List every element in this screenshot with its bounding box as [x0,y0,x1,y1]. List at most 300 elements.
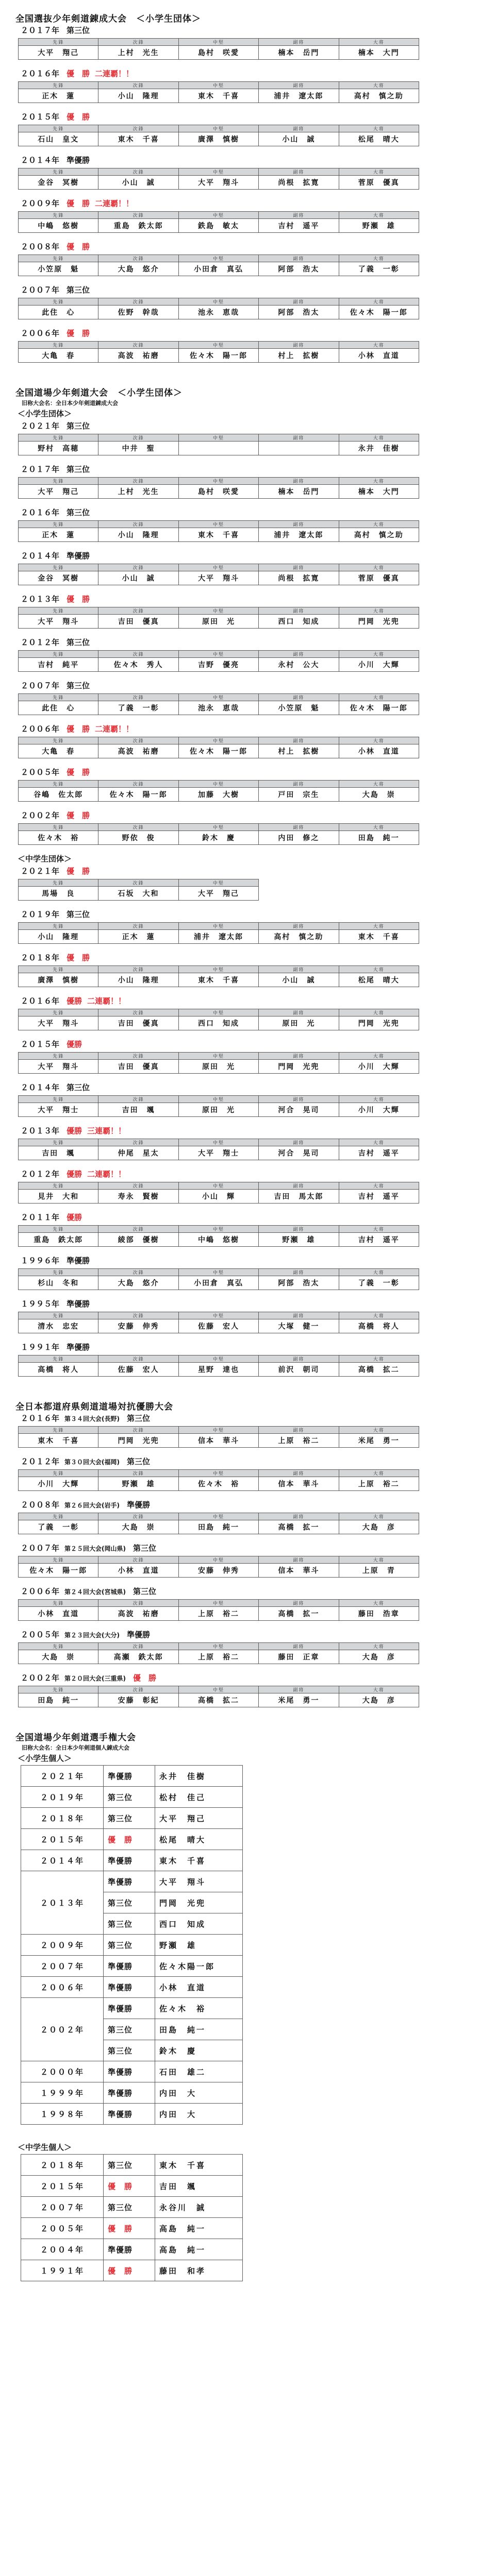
member-name: 高村 慎之助 [339,528,419,542]
result-rank: 第三位 [127,1414,151,1423]
member-name: 原田 光 [178,615,258,629]
team-roster-table [18,1599,419,1621]
member-name: 信本 華斗 [259,1564,339,1578]
player-name: 東木 千喜 [155,2155,243,2176]
member-name: 廣澤 慎樹 [178,132,258,146]
result-note: 二連覇！！ [95,69,134,78]
team-roster-table [18,737,419,758]
member-name: 吉村 遥平 [339,1233,419,1247]
member-name: 河合 晃司 [259,1103,339,1117]
result-year: ２０１６年 [21,69,60,78]
member-name: 原田 光 [178,1060,258,1074]
member-name: 清水 忠宏 [19,1319,98,1333]
result-rank: 優 勝 [67,112,90,122]
result-line [21,1413,150,1423]
team-roster-table [18,650,419,672]
position-header: 先鋒 [19,39,98,46]
position-header: 次鋒 [98,1686,178,1693]
team-roster-table [18,780,419,802]
result-year: １９９８年 [21,2104,104,2125]
position-header: 副将 [259,39,339,46]
result-line [21,810,90,821]
member-name: 野依 俊 [98,831,178,845]
member-name: 門岡 光兜 [98,1434,178,1448]
result-rank: 準優勝 [67,1343,90,1352]
position-header: 副将 [259,1053,339,1060]
result-line [21,1039,82,1049]
result-note: 二連覇！！ [87,1170,126,1179]
result-rank: 準優勝 [104,1956,155,1977]
member-name: 楠本 岳門 [259,46,339,60]
team-roster-table [18,1095,419,1117]
former-name-note: 旧称大会名：全日本少年剣道錬成大会 [22,400,118,406]
position-header: 先鋒 [19,1600,98,1607]
position-header: 副将 [259,82,339,89]
member-name: 小田倉 真弘 [178,1276,258,1290]
result-year: １９９６年 [21,1256,60,1265]
result-rank: 第三位 [104,2040,155,2061]
result-year: ２０１４年 [21,1850,104,1871]
result-rank: 第三位 [104,2019,155,2040]
member-name: 大亀 春 [19,744,98,758]
member-name: 大島 彦 [339,1693,419,1707]
member-name: 安藤 彰紀 [98,1693,178,1707]
member-name: 小田倉 真弘 [178,262,258,276]
member-name: 上原 裕二 [339,1477,419,1491]
member-name: 小山 隆理 [98,528,178,542]
position-header: 大将 [339,82,419,89]
position-header: 中堅 [178,564,258,571]
team-roster-table [18,1139,419,1160]
position-header: 副将 [259,1009,339,1016]
individual-row [21,2061,243,2082]
member-name: 菅原 優真 [339,176,419,190]
position-header: 次鋒 [98,694,178,701]
event-name: 第３４回大会(長野) [64,1415,120,1422]
team-roster-table [18,965,419,987]
member-name: 村上 拡樹 [259,744,339,758]
position-header: 次鋒 [98,564,178,571]
position-header: 大将 [339,923,419,930]
position-header: 先鋒 [19,212,98,219]
result-rank: 優勝 [67,996,82,1006]
result-line [21,1629,150,1640]
result-year: ２００９年 [21,1935,104,1956]
result-line [21,952,90,963]
member-name: 田島 純一 [178,1520,258,1534]
position-header: 副将 [259,607,339,615]
member-name: 小川 大輝 [19,1477,98,1491]
member-name: 大平 翔斗 [19,615,98,629]
result-year: ２０１７年 [21,465,60,474]
event-name: 第２３回大会(大分) [64,1632,120,1639]
member-name: 西口 知成 [259,615,339,629]
member-name: 大平 翔己 [19,46,98,60]
result-line [21,1298,90,1309]
result-year: ２００６年 [21,329,60,338]
division-label: ＜小学生団体＞ [18,409,72,418]
position-header: 先鋒 [19,824,98,831]
team-roster-table [18,1469,419,1491]
position-header: 先鋒 [19,1686,98,1693]
position-header: 次鋒 [98,966,178,973]
position-header: 大将 [339,1600,419,1607]
result-year: ２０１４年 [21,551,60,561]
result-rank: 優 勝 [67,329,90,338]
result-rank: 準優勝 [104,1766,155,1787]
result-year: ２００６年 [21,724,60,734]
member-name: 中井 聖 [98,442,178,455]
member-name: 大島 彦 [339,1650,419,1664]
division-label: ＜中学生個人＞ [18,2143,72,2152]
member-name: 尚根 拡寛 [259,571,339,585]
individual-row [21,1998,243,2019]
position-header: 次鋒 [98,255,178,262]
result-rank: 第三位 [133,1544,157,1553]
position-header: 先鋒 [19,651,98,658]
position-header: 大将 [339,1686,419,1693]
position-header: 中堅 [178,966,258,973]
position-header: 次鋒 [98,1556,178,1564]
member-name: 吉村 遥平 [339,1146,419,1160]
member-name: 加藤 大樹 [178,788,258,802]
member-name: 吉田 馬太郎 [259,1190,339,1204]
player-name: 田島 純一 [155,2019,243,2040]
individual-row [21,1956,243,1977]
result-line [21,198,134,209]
position-header: 中堅 [178,1096,258,1103]
position-header: 先鋒 [19,694,98,701]
member-name: 見井 大和 [19,1190,98,1204]
individual-row [21,1787,243,1808]
team-roster-table [18,38,419,60]
position-header: 大将 [339,1139,419,1146]
result-rank: 第三位 [67,910,90,919]
individual-row [21,2176,243,2197]
former-name-note: 旧称大会名：全日本少年剣道個人錬成大会 [22,1744,129,1751]
member-name: 阿部 浩太 [259,262,339,276]
individual-row [21,2239,243,2260]
member-name: 小山 誠 [98,571,178,585]
position-header: 大将 [339,564,419,571]
position-header: 先鋒 [19,1556,98,1564]
position-header: 次鋒 [98,298,178,306]
member-name: 綾部 優樹 [98,1233,178,1247]
result-rank: 優 勝 [104,1829,155,1850]
result-rank: 第三位 [104,1892,155,1913]
result-rank: 第三位 [133,1587,157,1596]
position-header: 先鋒 [19,1053,98,1060]
result-line [21,909,90,920]
member-name: 信本 華斗 [178,1434,258,1448]
team-roster-table [18,298,419,319]
position-header: 中堅 [178,39,258,46]
result-year: ２０１４年 [21,156,60,165]
result-year: ２０１９年 [21,910,60,919]
member-name: 河合 晃司 [259,1146,339,1160]
position-header: 中堅 [178,1686,258,1693]
member-name: 鈴木 慶 [178,831,258,845]
team-roster-table [18,211,419,233]
member-name: 高橋 将人 [339,1319,419,1333]
result-year: ２００６年 [21,1977,104,1998]
position-header: 中堅 [178,298,258,306]
position-header: 副将 [259,1355,339,1363]
member-name: 田島 純一 [339,831,419,845]
member-name: 大島 崇 [339,788,419,802]
member-name: 小山 誠 [259,973,339,987]
team-roster-table [18,564,419,585]
position-header: 先鋒 [19,342,98,349]
position-header: 副将 [259,168,339,176]
result-line [21,111,90,122]
member-name: 小林 直道 [19,1607,98,1621]
position-header: 中堅 [178,1009,258,1016]
position-header: 次鋒 [98,521,178,528]
member-name: 浦井 遼太郎 [178,930,258,944]
position-header: 副将 [259,1139,339,1146]
result-year: ２０１８年 [21,1808,104,1829]
position-header: 中堅 [178,737,258,744]
position-header: 次鋒 [98,923,178,930]
position-header: 先鋒 [19,966,98,973]
position-header: 中堅 [178,1355,258,1363]
player-name: 高島 純一 [155,2239,243,2260]
position-header: 中堅 [178,651,258,658]
position-header: 副将 [259,478,339,485]
position-header: 大将 [339,212,419,219]
result-year: ２００８年 [21,1500,60,1510]
member-name: 池永 恵哉 [178,701,258,715]
member-name: 小林 直道 [339,349,419,363]
member-name: 谷嶋 佐太郎 [19,788,98,802]
team-roster-table [18,1052,419,1074]
result-line [21,420,90,431]
position-header: 次鋒 [98,1600,178,1607]
result-rank: 準優勝 [104,2239,155,2260]
position-header: 中堅 [178,1053,258,1060]
position-header: 次鋒 [98,1096,178,1103]
position-header: 副将 [259,1096,339,1103]
member-name: 小山 隆理 [19,930,98,944]
position-header: 大将 [339,521,419,528]
member-name: 小笠原 魁 [19,262,98,276]
position-header: 先鋒 [19,168,98,176]
result-rank: 第三位 [67,285,90,295]
member-name: 菅原 優真 [339,571,419,585]
result-rank: 第三位 [67,465,90,474]
member-name: 松尾 晴大 [339,973,419,987]
team-roster-table [18,1513,419,1534]
member-name: 大平 翔斗 [178,176,258,190]
individual-row [21,1808,243,1829]
position-header: 大将 [339,255,419,262]
result-year: ２０２１年 [21,1766,104,1787]
member-name: 小川 大輝 [339,1060,419,1074]
result-rank: 第三位 [104,2155,155,2176]
player-name: 野瀬 雄 [155,1935,243,1956]
member-name: 中嶋 悠樹 [19,219,98,233]
result-year: １９９１年 [21,2260,104,2281]
member-name: 東木 千喜 [178,973,258,987]
result-rank: 準優勝 [104,2061,155,2082]
player-name: 永谷川 誠 [155,2197,243,2218]
member-name: 大平 翔己 [178,887,258,901]
result-rank: 第三位 [67,508,90,517]
member-name: 大平 翔斗 [19,1060,98,1074]
position-header: 副将 [259,651,339,658]
position-header: 副将 [259,212,339,219]
event-name: 第３０回大会(福岡) [64,1459,120,1466]
result-rank: 第三位 [104,1808,155,1829]
position-header: 先鋒 [19,82,98,89]
member-name: 野瀬 雄 [98,1477,178,1491]
result-year: ２０１８年 [21,2155,104,2176]
member-name: 中嶋 悠樹 [178,1233,258,1247]
individual-row [21,1850,243,1871]
result-rank: 第三位 [67,421,90,431]
position-header: 先鋒 [19,1355,98,1363]
member-name: 高橋 拡二 [339,1363,419,1377]
result-line [21,1255,90,1266]
position-header: 副将 [259,923,339,930]
position-header: 大将 [339,298,419,306]
member-name: 阿部 浩太 [259,1276,339,1290]
result-rank: 第三位 [67,26,90,35]
position-header: 次鋒 [98,651,178,658]
result-rank: 準優勝 [104,1850,155,1871]
member-name: 高橋 将人 [19,1363,98,1377]
result-line [21,1125,126,1136]
member-name: 石坂 大和 [98,887,178,901]
player-name: 大平 翔己 [155,1808,243,1829]
result-line [21,1672,156,1683]
position-header: 中堅 [178,879,258,887]
individual-row [21,1935,243,1956]
position-header: 先鋒 [19,125,98,132]
member-name: 東木 千喜 [98,132,178,146]
result-note: 二連覇！！ [95,199,134,208]
member-name: 佐々木 陽一郎 [178,349,258,363]
team-roster-table [18,1426,419,1448]
member-name: 浦井 遼太郎 [259,89,339,103]
result-year: ２０１６年 [21,996,60,1006]
member-name: 小林 直道 [339,744,419,758]
result-year: ２０２１年 [21,421,60,431]
player-name: 小林 直道 [155,1977,243,1998]
member-name: 重島 鉄太郎 [98,219,178,233]
result-rank: 第三位 [104,2197,155,2218]
player-name: 内田 大 [155,2104,243,2125]
position-header: 次鋒 [98,125,178,132]
result-rank: 第三位 [67,638,90,647]
member-name: 上原 裕二 [178,1650,258,1664]
position-header: 次鋒 [98,212,178,219]
position-header: 中堅 [178,168,258,176]
member-name: 大平 翔斗 [19,1016,98,1030]
member-name: 島村 咲愛 [178,46,258,60]
position-header: 中堅 [178,1600,258,1607]
position-header: 中堅 [178,1513,258,1520]
member-name: 小川 大輝 [339,658,419,672]
team-roster-table [18,879,259,901]
member-name: 島村 咲愛 [178,485,258,499]
member-name: 尚根 拡寛 [259,176,339,190]
position-header: 大将 [339,1053,419,1060]
position-header: 次鋒 [98,39,178,46]
position-header: 副将 [259,125,339,132]
result-line [21,1342,90,1352]
result-year: ２００５年 [21,768,60,777]
member-name [178,442,258,455]
member-name: 戸田 宗生 [259,788,339,802]
member-name: 佐々木 陽一郎 [339,306,419,319]
player-name: 吉田 颯 [155,2176,243,2197]
result-year: ２０１１年 [21,1213,60,1222]
member-name: 楠本 岳門 [259,485,339,499]
player-name: 大平 翔斗 [155,1871,243,1892]
member-name: 米尾 勇一 [339,1434,419,1448]
position-header: 大将 [339,781,419,788]
position-header: 副将 [259,298,339,306]
member-name: 石山 皇文 [19,132,98,146]
position-header: 中堅 [178,1470,258,1477]
position-header: 副将 [259,781,339,788]
position-header: 大将 [339,1355,419,1363]
member-name: 正木 蓮 [19,89,98,103]
result-line [21,1082,90,1093]
result-line [21,723,134,734]
member-name: 吉田 優真 [98,1060,178,1074]
event-name: 第２０回大会(三重県) [64,1675,126,1682]
result-line [21,155,90,165]
player-name: 西口 知成 [155,1913,243,1935]
result-line [21,1456,150,1467]
division-label: ＜小学生個人＞ [18,1754,72,1763]
result-rank: 優 勝 [104,2218,155,2239]
result-rank: 第三位 [127,1457,151,1466]
result-rank: 準優勝 [67,551,90,561]
member-name: 了義 一彰 [19,1520,98,1534]
member-name: 村上 拡樹 [259,349,339,363]
member-name: 内田 修之 [259,831,339,845]
member-name: 小山 隆理 [98,89,178,103]
member-name: 阿部 浩太 [259,306,339,319]
result-line [21,637,90,648]
member-name: 大平 翔士 [178,1146,258,1160]
position-header: 副将 [259,1312,339,1319]
result-year: ２０１６年 [21,508,60,517]
individual-row [21,2104,243,2125]
result-year: ２０１６年 [21,1414,60,1423]
member-name: 吉田 優真 [98,615,178,629]
section-title: 全日本都道府県剣道道場対抗優勝大会 [15,1402,173,1412]
position-header: 大将 [339,824,419,831]
result-year: ２０１２年 [21,1457,60,1466]
player-name: 松尾 晴大 [155,1829,243,1850]
result-line [21,68,134,79]
position-header: 副将 [259,966,339,973]
individual-results-table [21,2154,243,2281]
result-rank: 準優勝 [127,1500,151,1510]
position-header: 先鋒 [19,1182,98,1190]
member-name: 寿永 賢樹 [98,1190,178,1204]
position-header: 副将 [259,694,339,701]
position-header: 副将 [259,1182,339,1190]
result-line [21,680,90,691]
result-year: ２００４年 [21,2239,104,2260]
position-header: 先鋒 [19,255,98,262]
